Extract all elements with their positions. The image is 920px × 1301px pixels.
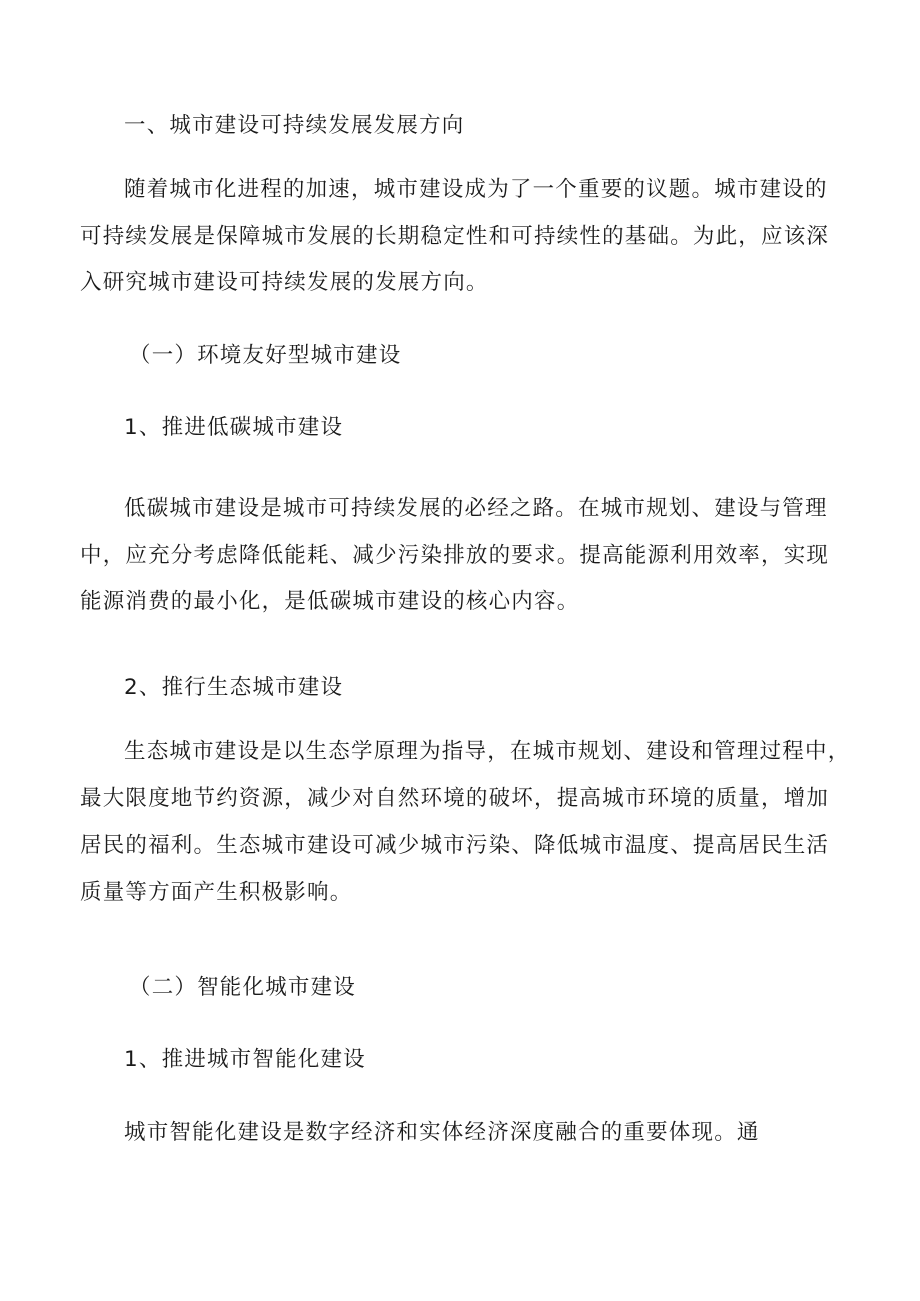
paragraph-line: 居民的福利。生态城市建设可减少城市污染、降低城市温度、提高居民生活 (80, 833, 830, 858)
paragraph-line: 质量等方面产生积极影响。 (80, 880, 353, 905)
section-heading-main: 一、城市建设可持续发展发展方向 (124, 113, 465, 138)
item-heading-ecological: 2、推行生态城市建设 (124, 675, 344, 700)
smart-construction-paragraph (80, 1110, 840, 1157)
sub-heading-smart-city: （二）智能化城市建设 (129, 975, 357, 1000)
paragraph-line: 生态城市建设是以生态学原理为指导，在城市规划、建设和管理过程中， (124, 739, 851, 764)
paragraph-line: 中，应充分考虑降低能耗、减少污染排放的要求。提高能源利用效率，实现 (80, 542, 830, 568)
paragraph-line: 低碳城市建设是城市可持续发展的必经之路。在城市规划、建设与管理 (124, 496, 828, 521)
paragraph-line: 随着城市化进程的加速，城市建设成为了一个重要的议题。城市建设的 (124, 177, 828, 202)
paragraph-line: 城市智能化建设是数字经济和实体经济深度融合的重要体现。通 (124, 1120, 760, 1145)
low-carbon-paragraph (80, 486, 840, 626)
item-heading-smart-construction: 1、推进城市智能化建设 (124, 1047, 366, 1072)
sub-heading-environment: （一）环境友好型城市建设 (129, 343, 402, 368)
paragraph-line: 入研究城市建设可持续发展的发展方向。 (80, 270, 489, 295)
intro-paragraph (80, 167, 840, 307)
paragraph-line: 最大限度地节约资源，减少对自然环境的破坏，提高城市环境的质量，增加 (80, 786, 830, 811)
paragraph-line: 可持续发展是保障城市发展的长期稳定性和可持续性的基础。为此，应该深 (80, 223, 830, 249)
ecological-paragraph (80, 728, 851, 916)
item-heading-low-carbon: 1、推进低碳城市建设 (124, 415, 344, 440)
paragraph-line: 能源消费的最小化，是低碳城市建设的核心内容。 (80, 589, 580, 614)
